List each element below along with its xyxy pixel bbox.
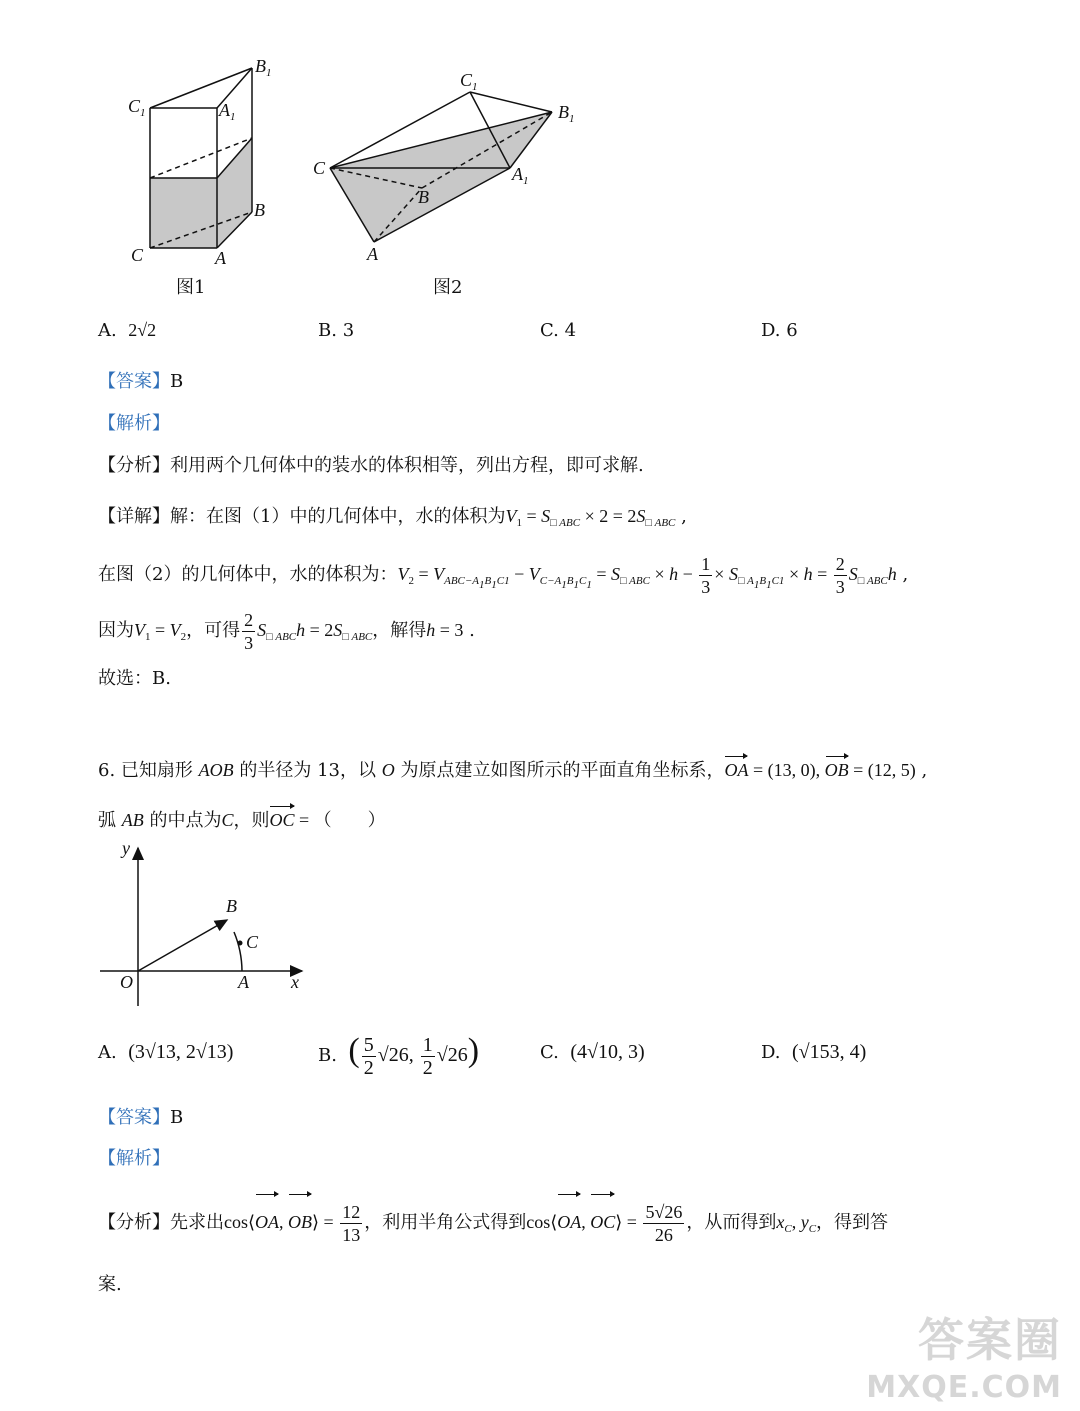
figure-1-prism xyxy=(120,52,300,272)
q6-answer: 【答案】B xyxy=(98,1107,184,1128)
q5-detail-line-3: 因为$V_1 = V_2$，可得 $\frac{2}{3}$ $S_{□ ABC}h = 2S_{□ ABC}$，解得h = 3 . xyxy=(98,610,475,654)
fig2-label-b: B xyxy=(418,187,429,207)
fig2-label-a1: $A_1$ xyxy=(512,164,529,187)
q5-option-b: B. 3 xyxy=(318,320,355,341)
fig2-label-c1: $C_1$ xyxy=(460,70,478,93)
watermark-bottom: MXQE.COM xyxy=(866,1370,1062,1405)
fig2-label-a: A xyxy=(367,244,378,264)
figure-1-caption: 图1 xyxy=(176,277,206,298)
q6-option-a: A. (3√13, 2√13) xyxy=(98,1041,234,1063)
q5-fenxi: 【分析】利用两个几何体中的装水的体积相等，列出方程，即可求解. xyxy=(98,455,644,476)
fig1-label-a1: $A_1$ xyxy=(219,100,236,123)
fig1-label-c1: $C_1$ xyxy=(128,96,146,119)
q5-option-d: D. 6 xyxy=(761,320,798,341)
q6-option-d: D. (√153, 4) xyxy=(761,1041,867,1063)
q6-label-x: x xyxy=(291,972,299,992)
q6-option-b: B. ( $\frac{5}{2}$ √26, $\frac{1}{2}$ √26) xyxy=(318,1032,480,1079)
q5-option-c: C. 4 xyxy=(540,320,577,341)
q6-fenxi-line: 【分析】先求出cos⟨OA, OB⟩ = $\frac{12}{13}$ ，利用半角公式得到cos⟨OA, OC⟩ = $\frac{5√26}{26}$ ，从而得到$x_C$, $y_C$，得到答 xyxy=(98,1196,888,1255)
q6-stem-line-1: 6. 已知扇形 AOB 的半径为 13，以 O 为原点建立如图所示的平面直角坐标系，OA = (13, 0), OB = (12, 5) , xyxy=(98,760,928,781)
fig1-label-b: B xyxy=(254,200,265,220)
watermark-top: 答案圈 xyxy=(918,1313,1062,1367)
q5-choose: 故选：B. xyxy=(98,668,171,689)
q6-fenxi-end: 案. xyxy=(98,1274,122,1295)
q6-analysis-heading: 【解析】 xyxy=(98,1148,170,1169)
fig1-label-b1: $B_1$ xyxy=(255,56,272,79)
q5-option-a: A. 2√2 xyxy=(98,320,157,341)
fig2-label-b1: $B_1$ xyxy=(558,102,575,125)
figure-2-caption: 图2 xyxy=(433,277,463,298)
q6-option-c: C. (4√10, 3) xyxy=(540,1041,645,1063)
fig2-label-c: C xyxy=(313,158,326,178)
fig1-label-a: A xyxy=(215,248,226,268)
q6-label-y: y xyxy=(122,838,130,858)
figure-2-prism xyxy=(300,60,590,260)
q6-label-o: O xyxy=(120,972,133,992)
fig1-label-c: C xyxy=(131,245,144,265)
q5-detail-line-1: 【详解】解：在图（1）中的几何体中，水的体积为$V_1 = S_{□ ABC} \times 2 = 2S_{□ ABC}$ , xyxy=(98,506,687,529)
q5-detail-line-2: 在图（2）的几何体中，水的体积为：$V_2 = V_{ABC-A_1B_1C1} - V_{C-A_1B_1C_1} = S_{□ ABC} \times h$ − $\frac{1}{3}$ × $S_{□ A_1B_1C1} \times h$ = $\frac{2}{3}$ $S_{□ ABC}h$ , xyxy=(98,554,909,598)
q6-label-a: A xyxy=(238,972,249,992)
watermark-logo xyxy=(866,1304,1062,1405)
q6-label-c: C xyxy=(246,932,259,952)
q5-analysis-heading: 【解析】 xyxy=(98,413,170,434)
q6-stem-line-2: 弧 AB 的中点为C，则OC = （ ） xyxy=(98,810,386,831)
q5-answer: 【答案】B xyxy=(98,371,184,392)
q6-label-b: B xyxy=(226,896,237,916)
